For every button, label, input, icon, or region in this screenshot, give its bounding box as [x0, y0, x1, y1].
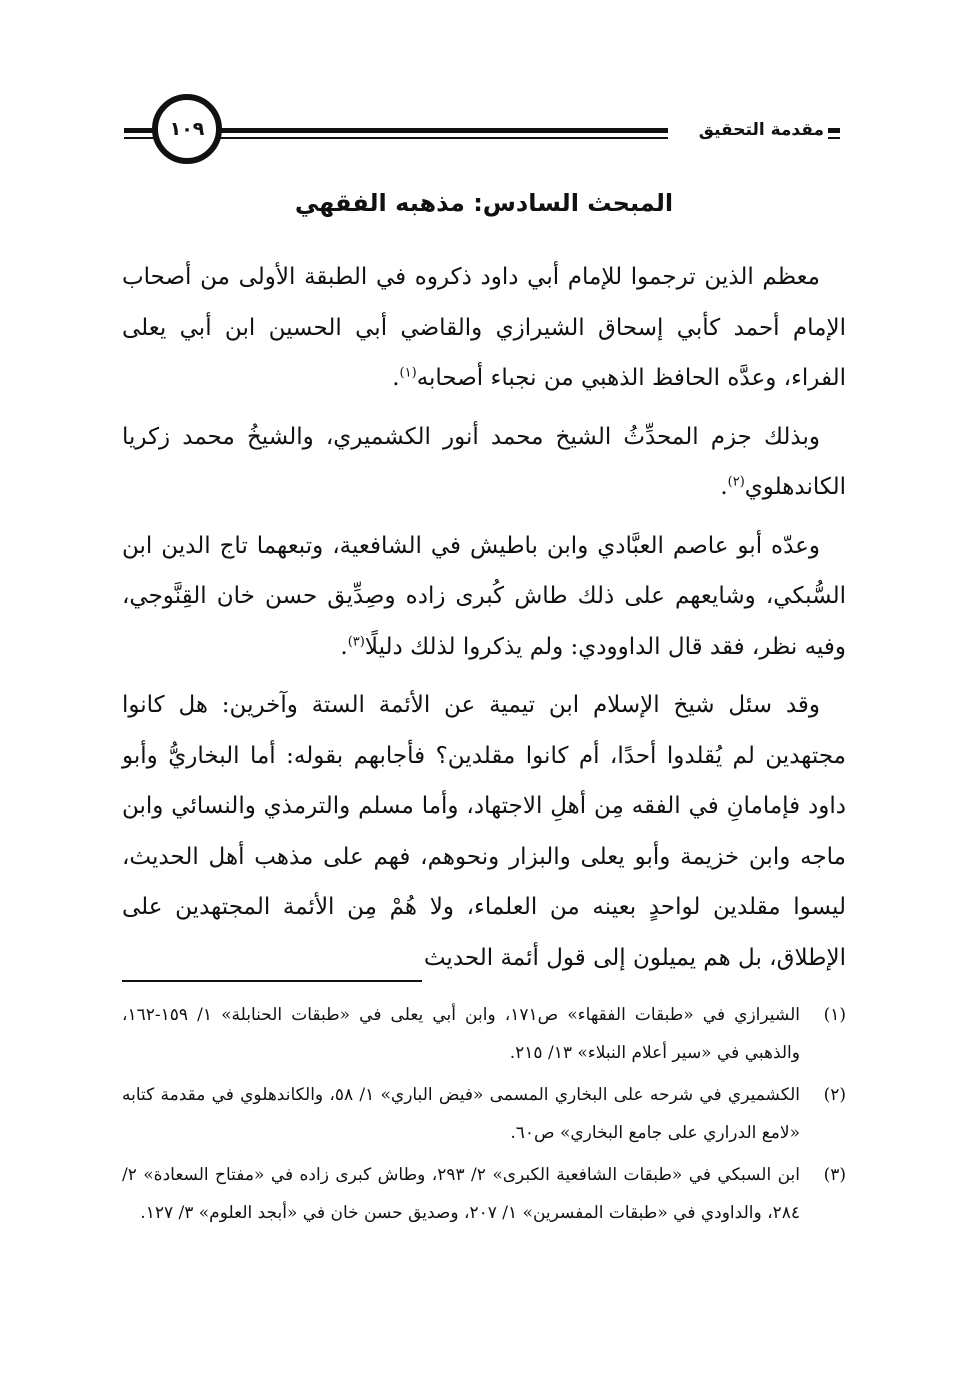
body-text: [122, 252, 846, 991]
footnote-ref-1[interactable]: (١): [399, 365, 417, 381]
section-heading: المبحث السادس: مذهبه الفقهي: [294, 189, 674, 217]
paragraph-3-end: .: [340, 633, 348, 660]
footnote: [122, 1156, 846, 1232]
footnote-separator: [122, 980, 422, 982]
paragraph-2-end: .: [720, 474, 728, 500]
paragraph-2: [122, 412, 846, 513]
footnote-text: ابن السبكي في «طبقات الشافعية الكبرى» ٢/ ٢٩٣، وطاش كبرى زاده في «مفتاح السعادة» ٢/ ٢٨٤، والداودي في «طبقات المفسرين» ١/ ٢٠٧، وصديق حسن خان في «أبجد العلوم» ٣/ ١٢٧.: [122, 1165, 800, 1223]
paragraph-2-text: وبذلك جزم المحدِّثُ الشيخ محمد أنور الكشميري، والشيخُ محمد زكريا الكاندهلوي: [122, 423, 846, 500]
footnote: [122, 1076, 846, 1152]
paragraph-1: [122, 252, 846, 404]
paragraph-1-text: معظم الذين ترجموا للإمام أبي داود ذكروه في الطبقة الأولى من أصحاب الإمام أحمد كأبي إسحاق الشيرازي والقاضي أبي الحسين ابن أبي يعلى الفراء، وعدَّه الحافظ الذهبي من نجباء أصحابه: [122, 264, 846, 391]
footnote-ref-2[interactable]: (٢): [727, 474, 745, 490]
paragraph-3: [122, 521, 846, 673]
footnote-number: (٣): [823, 1165, 846, 1185]
footnote: [122, 996, 846, 1072]
footnote-number: (٢): [823, 1085, 846, 1105]
running-header-title: مقدمة التحقيق: [668, 112, 828, 148]
footnote-number: (١): [823, 1005, 846, 1025]
page-number: ١٠٩: [169, 118, 205, 140]
footnote-text: الشيرازي في «طبقات الفقهاء» ص١٧١، وابن أبي يعلى في «طبقات الحنابلة» ١/ ١٥٩-١٦٢، والذهبي في «سير أعلام النبلاء» ١٣/ ٢١٥.: [122, 1005, 800, 1063]
footnote-ref-3[interactable]: (٣): [347, 633, 365, 649]
footnote-text: الكشميري في شرحه على البخاري المسمى «فيض الباري» ١/ ٥٨، والكاندهلوي في مقدمة كتابه «لامع الدراري على جامع البخاري» ص٦٠.: [122, 1085, 801, 1143]
paragraph-4: [122, 680, 846, 983]
paragraph-1-end: .: [392, 365, 400, 391]
paragraph-3-text: وعدّه أبو عاصم العبَّادي وابن باطيش في الشافعية، وتبعهما تاج الدين ابن السُّبكي، وشايعهم على ذلك طاش كُبرى زاده وصِدِّيق حسن خان القِنَّوجي، وفيه نظر، فقد قال الداوودي: ولم يذكروا لذلك دليلًا: [122, 532, 846, 660]
paragraph-4-text: وقد سئل شيخ الإسلام ابن تيمية عن الأئمة الستة وآخرين: هل كانوا مجتهدين لم يُقلدوا أحدًا، أم كانوا مقلدين؟ فأجابهم بقوله: أما البخاريُّ وأبو داود فإمامانِ في الفقه مِن أهلِ الاجتهاد، وأما مسلم والترمذي والنسائي وابن ماجه وابن خزيمة وأبو يعلى والبزار ونحوهم، فهم على مذهب أهل الحديث، ليسوا مقلدين لواحدٍ بعينه من العلماء، ولا هُمْ مِن الأئمة المجتهدين على الإطلاق، بل هم يميلون إلى قول أئمة الحديث: [122, 692, 846, 971]
footnotes: [122, 996, 846, 1236]
